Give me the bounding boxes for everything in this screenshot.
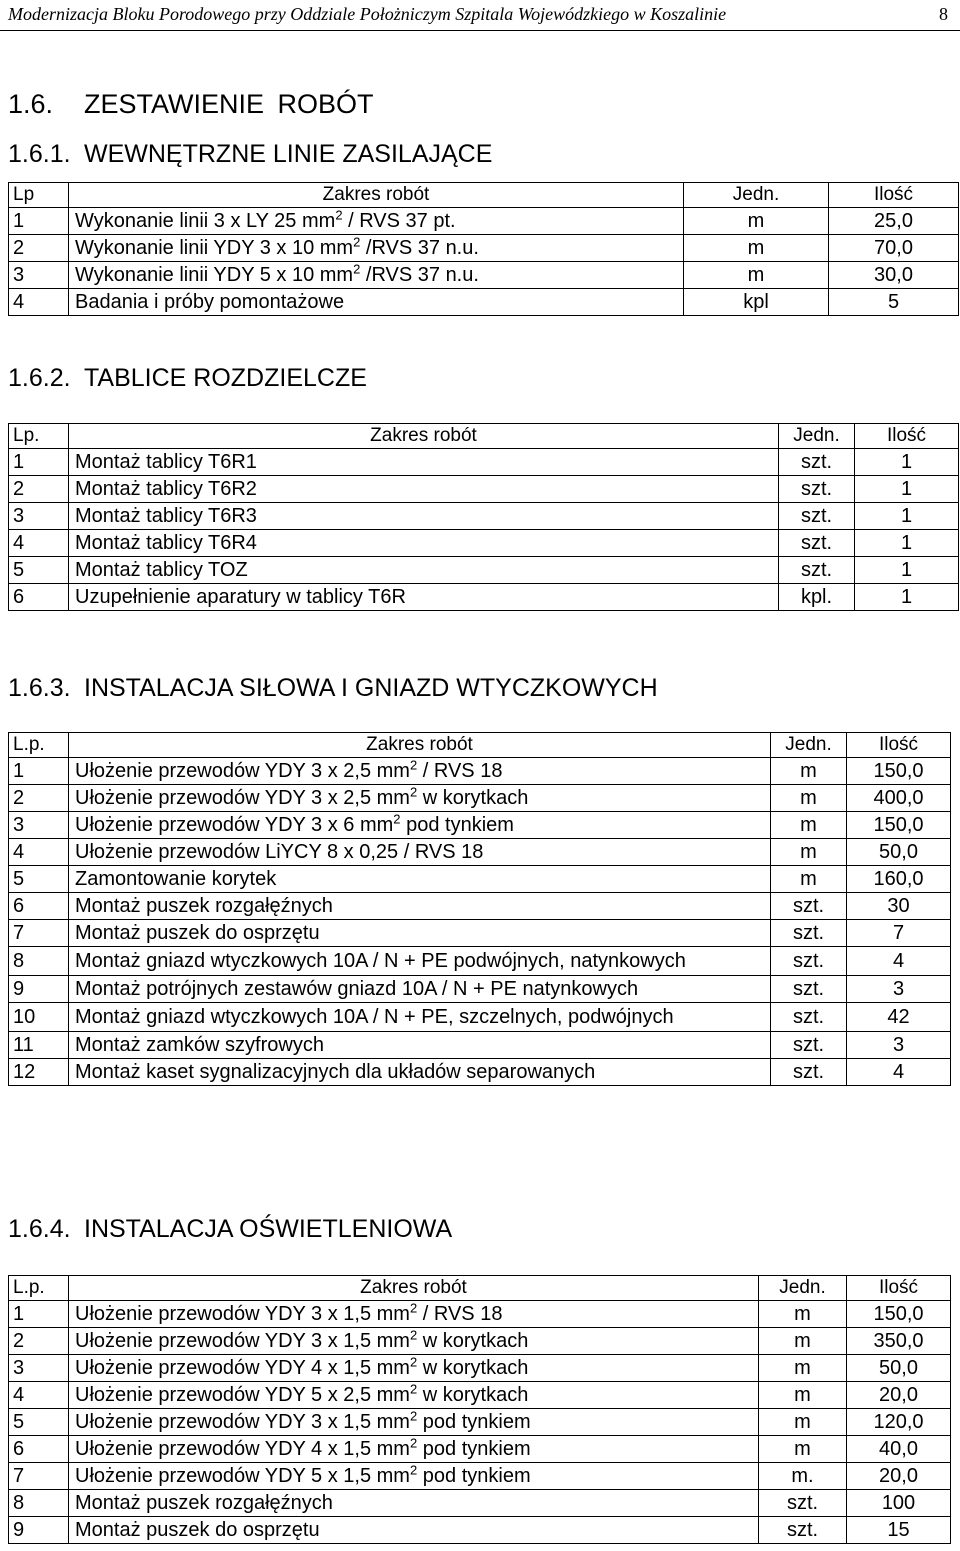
cell-qty: 30,0 xyxy=(829,262,959,289)
scope-text-suffix: / RVS 18 xyxy=(417,1303,503,1325)
cell-unit: szt. xyxy=(779,557,855,584)
scope-superscript: 2 xyxy=(409,757,418,773)
table-row xyxy=(9,208,959,235)
table-row xyxy=(9,1517,951,1544)
scope-text: Montaż tablicy TOZ xyxy=(75,559,248,581)
scope-text: Ułożenie przewodów YDY 5 x 1,5 mm xyxy=(75,1465,410,1487)
table-power-sockets xyxy=(8,732,951,1086)
cell-unit: m xyxy=(771,812,847,839)
cell-scope xyxy=(69,1490,759,1517)
cell-lp: 4 xyxy=(9,289,69,316)
cell-unit: m xyxy=(759,1409,847,1436)
cell-lp: 2 xyxy=(9,785,69,812)
cell-unit: szt. xyxy=(779,476,855,503)
table-row xyxy=(9,1301,951,1328)
cell-lp: 2 xyxy=(9,235,69,262)
table-row xyxy=(9,1436,951,1463)
scope-text-suffix: w korytkach xyxy=(417,1384,529,1406)
scope-text: Montaż tablicy T6R4 xyxy=(75,532,257,554)
cell-scope xyxy=(69,1463,759,1490)
scope-text: Ułożenie przewodów YDY 3 x 1,5 mm xyxy=(75,1303,410,1325)
scope-superscript: 2 xyxy=(409,1435,418,1451)
cell-unit: szt. xyxy=(771,976,847,1003)
scope-text: Ułożenie przewodów YDY 3 x 6 mm xyxy=(75,814,394,836)
table-row xyxy=(9,503,959,530)
cell-qty: 100 xyxy=(847,1490,951,1517)
cell-scope xyxy=(69,976,771,1003)
cell-unit: szt. xyxy=(779,449,855,476)
scope-text: Montaż puszek rozgałęźnych xyxy=(75,895,333,917)
col-header-lp: L.p. xyxy=(9,1276,69,1301)
scope-text-suffix: pod tynkiem xyxy=(417,1438,531,1460)
scope-text: Wykonanie linii 3 x LY 25 mm xyxy=(75,210,336,232)
cell-unit: szt. xyxy=(759,1517,847,1544)
scope-text: Montaż puszek do osprzętu xyxy=(75,922,320,944)
scope-text-suffix: pod tynkiem xyxy=(417,1465,531,1487)
table-header-row xyxy=(9,424,959,449)
cell-qty: 150,0 xyxy=(847,1301,951,1328)
table-row xyxy=(9,1328,951,1355)
table-row xyxy=(9,449,959,476)
cell-lp: 1 xyxy=(9,1301,69,1328)
cell-qty: 1 xyxy=(855,557,959,584)
table-row xyxy=(9,1059,951,1086)
scope-text: Montaż gniazd wtyczkowych 10A / N + PE podwójnych, natynkowych xyxy=(75,950,686,972)
cell-lp: 3 xyxy=(9,812,69,839)
table-header-row xyxy=(9,1276,951,1301)
scope-text: Montaż tablicy T6R2 xyxy=(75,478,257,500)
cell-scope xyxy=(69,503,779,530)
scope-superscript: 2 xyxy=(353,261,361,277)
cell-scope xyxy=(69,208,684,235)
scope-text: Montaż zamków szyfrowych xyxy=(75,1034,324,1056)
cell-lp: 9 xyxy=(9,976,69,1003)
table-row xyxy=(9,947,951,976)
cell-qty: 4 xyxy=(847,1059,951,1086)
col-header-unit: Jedn. xyxy=(771,733,847,758)
cell-qty: 1 xyxy=(855,503,959,530)
table-distribution-boards xyxy=(8,423,959,611)
cell-scope xyxy=(69,1355,759,1382)
cell-unit: szt. xyxy=(771,1032,847,1059)
table-row xyxy=(9,289,959,316)
cell-scope xyxy=(69,1382,759,1409)
scope-text: Ułożenie przewodów YDY 3 x 1,5 mm xyxy=(75,1330,410,1352)
scope-text-suffix: /RVS 37 n.u. xyxy=(360,264,479,286)
table-row xyxy=(9,785,951,812)
cell-qty: 3 xyxy=(847,1032,951,1059)
scope-text: Montaż potrójnych zestawów gniazd 10A / N + PE natynkowych xyxy=(75,978,639,1000)
cell-lp: 3 xyxy=(9,503,69,530)
cell-lp: 4 xyxy=(9,1382,69,1409)
section-number: 1.6.3. xyxy=(8,674,71,702)
cell-lp: 6 xyxy=(9,1436,69,1463)
table-row xyxy=(9,893,951,920)
table-row xyxy=(9,839,951,866)
cell-unit: szt. xyxy=(771,893,847,920)
scope-text: Wykonanie linii YDY 3 x 10 mm xyxy=(75,237,354,259)
cell-qty: 400,0 xyxy=(847,785,951,812)
scope-superscript: 2 xyxy=(409,1327,418,1343)
cell-scope xyxy=(69,1301,759,1328)
cell-scope xyxy=(69,920,771,947)
section-heading-3 xyxy=(8,673,658,703)
scope-text: Montaż kaset sygnalizacyjnych dla układów separowanych xyxy=(75,1061,596,1083)
scope-superscript: 2 xyxy=(353,234,361,250)
cell-lp: 7 xyxy=(9,1463,69,1490)
cell-unit: m xyxy=(771,839,847,866)
main-heading-title: ZESTAWIENIE ROBÓT xyxy=(84,89,374,119)
table-header-row xyxy=(9,183,959,208)
col-header-qty: Ilość xyxy=(847,1276,951,1301)
table-row xyxy=(9,262,959,289)
section-title: WEWNĘTRZNE LINIE ZASILAJĄCE xyxy=(84,140,493,168)
cell-unit: szt. xyxy=(771,947,847,976)
cell-scope xyxy=(69,1032,771,1059)
col-header-scope: Zakres robót xyxy=(69,424,779,449)
cell-unit: kpl. xyxy=(779,584,855,611)
cell-lp: 2 xyxy=(9,1328,69,1355)
section-number: 1.6.4. xyxy=(8,1215,71,1243)
scope-text: Ułożenie przewodów YDY 3 x 2,5 mm xyxy=(75,760,410,782)
scope-superscript: 2 xyxy=(409,1408,418,1424)
cell-unit: szt. xyxy=(771,920,847,947)
cell-scope xyxy=(69,289,684,316)
cell-unit: szt. xyxy=(759,1490,847,1517)
col-header-lp: Lp. xyxy=(9,424,69,449)
scope-superscript: 2 xyxy=(409,1300,418,1316)
cell-qty: 42 xyxy=(847,1003,951,1032)
cell-unit: m xyxy=(759,1436,847,1463)
table-power-lines xyxy=(8,182,959,316)
scope-text-suffix: /RVS 37 n.u. xyxy=(360,237,479,259)
cell-qty: 120,0 xyxy=(847,1409,951,1436)
cell-unit: szt. xyxy=(779,503,855,530)
cell-lp: 8 xyxy=(9,1490,69,1517)
cell-qty: 4 xyxy=(847,947,951,976)
cell-qty: 150,0 xyxy=(847,812,951,839)
cell-qty: 1 xyxy=(855,584,959,611)
table-row xyxy=(9,812,951,839)
section-heading-4 xyxy=(8,1214,452,1244)
scope-text-suffix: w korytkach xyxy=(417,787,529,809)
cell-lp: 5 xyxy=(9,866,69,893)
cell-unit: m xyxy=(771,866,847,893)
page-header xyxy=(0,0,960,31)
cell-lp: 1 xyxy=(9,208,69,235)
cell-qty: 50,0 xyxy=(847,839,951,866)
cell-lp: 12 xyxy=(9,1059,69,1086)
cell-qty: 15 xyxy=(847,1517,951,1544)
table-row xyxy=(9,557,959,584)
cell-scope xyxy=(69,812,771,839)
scope-text: Montaż gniazd wtyczkowych 10A / N + PE, szczelnych, podwójnych xyxy=(75,1006,674,1028)
cell-qty: 3 xyxy=(847,976,951,1003)
scope-text-suffix: / RVS 18 xyxy=(417,760,503,782)
cell-unit: m xyxy=(759,1382,847,1409)
cell-scope xyxy=(69,1409,759,1436)
cell-unit: kpl xyxy=(684,289,829,316)
col-header-scope: Zakres robót xyxy=(69,183,684,208)
cell-lp: 4 xyxy=(9,530,69,557)
cell-lp: 8 xyxy=(9,947,69,976)
page-number: 8 xyxy=(939,4,948,24)
scope-superscript: 2 xyxy=(409,784,418,800)
cell-unit: szt. xyxy=(779,530,855,557)
scope-superscript: 2 xyxy=(335,207,343,223)
section-heading-1 xyxy=(8,139,492,169)
section-number: 1.6.2. xyxy=(8,364,71,392)
cell-qty: 160,0 xyxy=(847,866,951,893)
cell-lp: 5 xyxy=(9,557,69,584)
section-heading-2 xyxy=(8,363,367,393)
cell-lp: 4 xyxy=(9,839,69,866)
main-heading-number: 1.6. xyxy=(8,89,54,119)
scope-text: Montaż tablicy T6R1 xyxy=(75,451,257,473)
cell-scope xyxy=(69,758,771,785)
table-row xyxy=(9,1463,951,1490)
section-number: 1.6.1. xyxy=(8,140,71,168)
cell-scope xyxy=(69,235,684,262)
cell-unit: m. xyxy=(759,1463,847,1490)
cell-qty: 25,0 xyxy=(829,208,959,235)
cell-scope xyxy=(69,866,771,893)
cell-qty: 350,0 xyxy=(847,1328,951,1355)
cell-scope xyxy=(69,893,771,920)
scope-text: Ułożenie przewodów YDY 4 x 1,5 mm xyxy=(75,1438,410,1460)
scope-text: Montaż tablicy T6R3 xyxy=(75,505,257,527)
table-row xyxy=(9,530,959,557)
col-header-scope: Zakres robót xyxy=(69,1276,759,1301)
cell-lp: 11 xyxy=(9,1032,69,1059)
main-heading xyxy=(8,89,374,119)
col-header-unit: Jedn. xyxy=(684,183,829,208)
table-row xyxy=(9,1409,951,1436)
scope-text: Zamontowanie korytek xyxy=(75,868,277,890)
cell-unit: m xyxy=(771,758,847,785)
col-header-qty: Ilość xyxy=(829,183,959,208)
cell-qty: 150,0 xyxy=(847,758,951,785)
table-row xyxy=(9,920,951,947)
cell-unit: szt. xyxy=(771,1059,847,1086)
cell-unit: m xyxy=(684,208,829,235)
col-header-qty: Ilość xyxy=(847,733,951,758)
scope-text-suffix: w korytkach xyxy=(417,1357,529,1379)
col-header-lp: Lp xyxy=(9,183,69,208)
section-title: INSTALACJA OŚWIETLENIOWA xyxy=(84,1215,453,1243)
cell-scope xyxy=(69,584,779,611)
scope-text: Ułożenie przewodów YDY 4 x 1,5 mm xyxy=(75,1357,410,1379)
cell-unit: m xyxy=(759,1355,847,1382)
scope-text: Ułożenie przewodów LiYCY 8 x 0,25 / RVS 18 xyxy=(75,841,484,863)
col-header-scope: Zakres robót xyxy=(69,733,771,758)
table-row xyxy=(9,1003,951,1032)
scope-text: Montaż puszek rozgałęźnych xyxy=(75,1492,333,1514)
cell-scope xyxy=(69,785,771,812)
scope-text: Montaż puszek do osprzętu xyxy=(75,1519,320,1541)
col-header-unit: Jedn. xyxy=(779,424,855,449)
cell-scope xyxy=(69,839,771,866)
cell-lp: 1 xyxy=(9,758,69,785)
cell-scope xyxy=(69,449,779,476)
cell-scope xyxy=(69,1328,759,1355)
cell-qty: 70,0 xyxy=(829,235,959,262)
cell-qty: 20,0 xyxy=(847,1382,951,1409)
scope-text-suffix: w korytkach xyxy=(417,1330,529,1352)
table-row xyxy=(9,866,951,893)
table-row xyxy=(9,1490,951,1517)
table-row xyxy=(9,758,951,785)
cell-qty: 20,0 xyxy=(847,1463,951,1490)
cell-lp: 3 xyxy=(9,1355,69,1382)
scope-text: Ułożenie przewodów YDY 3 x 2,5 mm xyxy=(75,787,410,809)
cell-scope xyxy=(69,262,684,289)
cell-scope xyxy=(69,947,771,976)
table-row xyxy=(9,476,959,503)
table-header-row xyxy=(9,733,951,758)
cell-lp: 5 xyxy=(9,1409,69,1436)
table-lighting xyxy=(8,1275,951,1544)
cell-unit: szt. xyxy=(771,1003,847,1032)
cell-unit: m xyxy=(771,785,847,812)
scope-text-suffix: pod tynkiem xyxy=(400,814,514,836)
cell-unit: m xyxy=(684,235,829,262)
cell-lp: 10 xyxy=(9,1003,69,1032)
col-header-unit: Jedn. xyxy=(759,1276,847,1301)
cell-qty: 7 xyxy=(847,920,951,947)
section-title: INSTALACJA SIŁOWA I GNIAZD WTYCZKOWYCH xyxy=(84,674,658,702)
cell-qty: 1 xyxy=(855,449,959,476)
cell-lp: 9 xyxy=(9,1517,69,1544)
cell-scope xyxy=(69,1003,771,1032)
cell-lp: 2 xyxy=(9,476,69,503)
cell-qty: 5 xyxy=(829,289,959,316)
scope-text: Uzupełnienie aparatury w tablicy T6R xyxy=(75,586,406,608)
cell-unit: m xyxy=(759,1328,847,1355)
scope-superscript: 2 xyxy=(409,1354,418,1370)
section-title: TABLICE ROZDZIELCZE xyxy=(84,364,367,392)
scope-text: Ułożenie przewodów YDY 3 x 1,5 mm xyxy=(75,1411,410,1433)
col-header-qty: Ilość xyxy=(855,424,959,449)
table-row xyxy=(9,976,951,1003)
table-row xyxy=(9,1032,951,1059)
col-header-lp: L.p. xyxy=(9,733,69,758)
scope-text-suffix: pod tynkiem xyxy=(417,1411,531,1433)
cell-lp: 7 xyxy=(9,920,69,947)
cell-scope xyxy=(69,557,779,584)
cell-qty: 30 xyxy=(847,893,951,920)
cell-qty: 1 xyxy=(855,530,959,557)
table-row xyxy=(9,1355,951,1382)
cell-scope xyxy=(69,1517,759,1544)
cell-lp: 6 xyxy=(9,893,69,920)
cell-scope xyxy=(69,1436,759,1463)
table-row xyxy=(9,584,959,611)
table-row xyxy=(9,235,959,262)
cell-lp: 3 xyxy=(9,262,69,289)
cell-qty: 40,0 xyxy=(847,1436,951,1463)
cell-unit: m xyxy=(759,1301,847,1328)
scope-text-suffix: / RVS 37 pt. xyxy=(342,210,456,232)
cell-scope xyxy=(69,476,779,503)
scope-superscript: 2 xyxy=(409,1462,418,1478)
table-row xyxy=(9,1382,951,1409)
scope-text: Badania i próby pomontażowe xyxy=(75,291,345,313)
scope-superscript: 2 xyxy=(409,1381,418,1397)
cell-qty: 50,0 xyxy=(847,1355,951,1382)
cell-scope xyxy=(69,530,779,557)
cell-unit: m xyxy=(684,262,829,289)
cell-qty: 1 xyxy=(855,476,959,503)
cell-lp: 1 xyxy=(9,449,69,476)
document-title: Modernizacja Bloku Porodowego przy Oddziale Położniczym Szpitala Wojewódzkiego w Koszalinie xyxy=(8,4,727,24)
cell-scope xyxy=(69,1059,771,1086)
scope-text: Wykonanie linii YDY 5 x 10 mm xyxy=(75,264,354,286)
cell-lp: 6 xyxy=(9,584,69,611)
scope-text: Ułożenie przewodów YDY 5 x 2,5 mm xyxy=(75,1384,410,1406)
scope-superscript: 2 xyxy=(393,811,401,827)
